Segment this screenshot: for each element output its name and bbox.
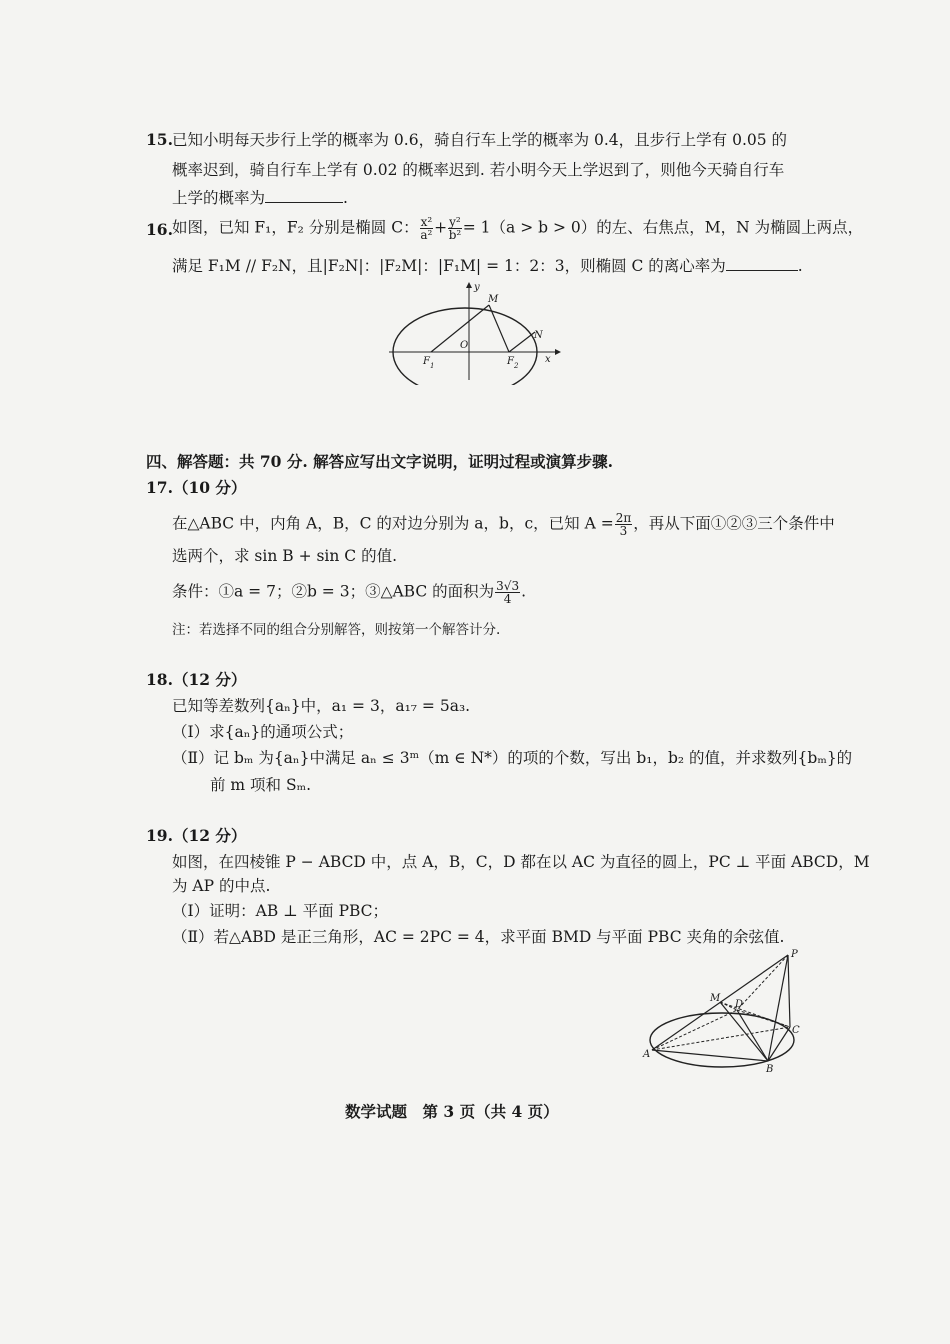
q16-line1-post: = 1（a > b > 0）的左、右焦点，M，N 为椭圆上两点，: [462, 218, 864, 237]
ellipse-figure: [385, 280, 565, 385]
q16-line2-text: 满足 F₁M // F₂N，且|F₂N|：|F₂M|：|F₁M| = 1：2：3，则椭圆 C 的离心率为: [172, 257, 726, 275]
q17-line1-pre: 在△ABC 中，内角 A，B，C 的对边分别为 a，b，c，已知 A =: [172, 514, 614, 533]
label-x: x: [545, 354, 551, 365]
q18-head: 18.（12 分）: [146, 670, 247, 689]
label-P: P: [791, 949, 798, 960]
q16-line1: 如图，已知 F₁，F₂ 分别是椭圆 C： $\frac{\text{x²}}{\text{a²}}$ + $\frac{\text{y²}}{\text{b²}}$ = 1（a > b > 0）的左、右焦点，M，N 为椭圆上两点，: [172, 215, 864, 242]
q18-line3: （Ⅱ）记 bₘ 为{aₙ}中满足 aₙ ≤ 3ᵐ（m ∈ N*）的项的个数，写出 b₁，b₂ 的值，并求数列{bₘ}的: [172, 749, 853, 767]
q19-line2: 为 AP 的中点.: [172, 877, 271, 895]
q17-line2: 选两个，求 sin B + sin C 的值.: [172, 547, 398, 565]
q19-line1: 如图，在四棱锥 P − ABCD 中，点 A，B，C，D 都在以 AC 为直径的圆上，PC ⊥ 平面 ABCD，M: [172, 853, 870, 871]
answer-blank: [265, 188, 343, 203]
label-F2-sub: 2: [514, 362, 519, 370]
q15-line2: 概率迟到，骑自行车上学有 0.02 的概率迟到. 若小明今天上学迟到了，则他今天骑自行车: [172, 161, 785, 179]
q19-line4: （Ⅱ）若△ABD 是正三角形，AC = 2PC = 4，求平面 BMD 与平面 PBC 夹角的余弦值.: [172, 928, 785, 946]
label-F2: F: [507, 356, 514, 367]
q15-line3-end: .: [343, 189, 348, 207]
label-F1-sub: 1: [430, 362, 435, 370]
label-C: C: [792, 1025, 800, 1036]
q15-line3-text: 上学的概率为: [172, 189, 266, 207]
q16-line1-pre: 如图，已知 F₁，F₂ 分别是椭圆 C：: [172, 218, 419, 237]
q18-line4: 前 m 项和 Sₘ.: [210, 776, 312, 794]
q17-note: 注：若选择不同的组合分别解答，则按第一个解答计分.: [172, 622, 501, 638]
label-M: M: [488, 294, 499, 305]
label-y: y: [474, 282, 480, 293]
q15-line3: [172, 188, 348, 208]
section-4-title: 四、解答题：共 70 分. 解答应写出文字说明，证明过程或演算步骤.: [146, 452, 614, 471]
fraction-y2-b2: $\frac{\text{y²}}{\text{b²}}$: [448, 215, 462, 242]
answer-blank: [726, 256, 798, 271]
q19-line3: （Ⅰ）证明：AB ⊥ 平面 PBC；: [172, 902, 389, 920]
q16-number: 16.: [146, 220, 173, 239]
fraction-2pi-3: $\frac{2\pi}{3}$: [615, 511, 632, 538]
pyramid-figure: [640, 945, 815, 1075]
q15-number: 15.: [146, 130, 173, 149]
q17-line3: 条件：①a = 7；②b = 3；③△ABC 的面积为 $\frac{3√3}{4}$ .: [172, 579, 527, 606]
q15-line1: 已知小明每天步行上学的概率为 0.6，骑自行车上学的概率为 0.4，且步行上学有 0.05 的: [172, 131, 788, 149]
q17-line1: [172, 512, 835, 537]
q18-line2: （Ⅰ）求{aₙ}的通项公式；: [172, 723, 354, 741]
label-M: M: [710, 993, 721, 1004]
label-F1: F: [423, 356, 430, 367]
q19-head: 19.（12 分）: [146, 826, 247, 845]
label-A: A: [643, 1049, 651, 1060]
label-O: O: [460, 340, 469, 351]
q18-line1: 已知等差数列{aₙ}中，a₁ = 3，a₁₇ = 5a₃.: [172, 697, 471, 715]
q17-head: 17.（10 分）: [146, 478, 247, 497]
q17-line3-pre: 条件：①a = 7；②b = 3；③△ABC 的面积为: [172, 582, 495, 601]
label-D: D: [735, 999, 744, 1010]
label-N: N: [534, 330, 543, 341]
q16-line2: 满足 F₁M // F₂N，且|F₂N|：|F₂M|：|F₁M| = 1：2：3，则椭圆 C 的离心率为 .: [172, 257, 803, 275]
page-footer: 数学试题 第 3 页（共 4 页）: [345, 1102, 559, 1121]
q17-line1-post: ，再从下面①②③三个条件中: [633, 514, 835, 533]
fraction-3sqrt3-4: $\frac{3√3}{4}$: [496, 579, 520, 606]
fraction-x2-a2: $\frac{\text{x²}}{\text{a²}}$: [420, 215, 433, 242]
label-B: B: [766, 1064, 774, 1075]
